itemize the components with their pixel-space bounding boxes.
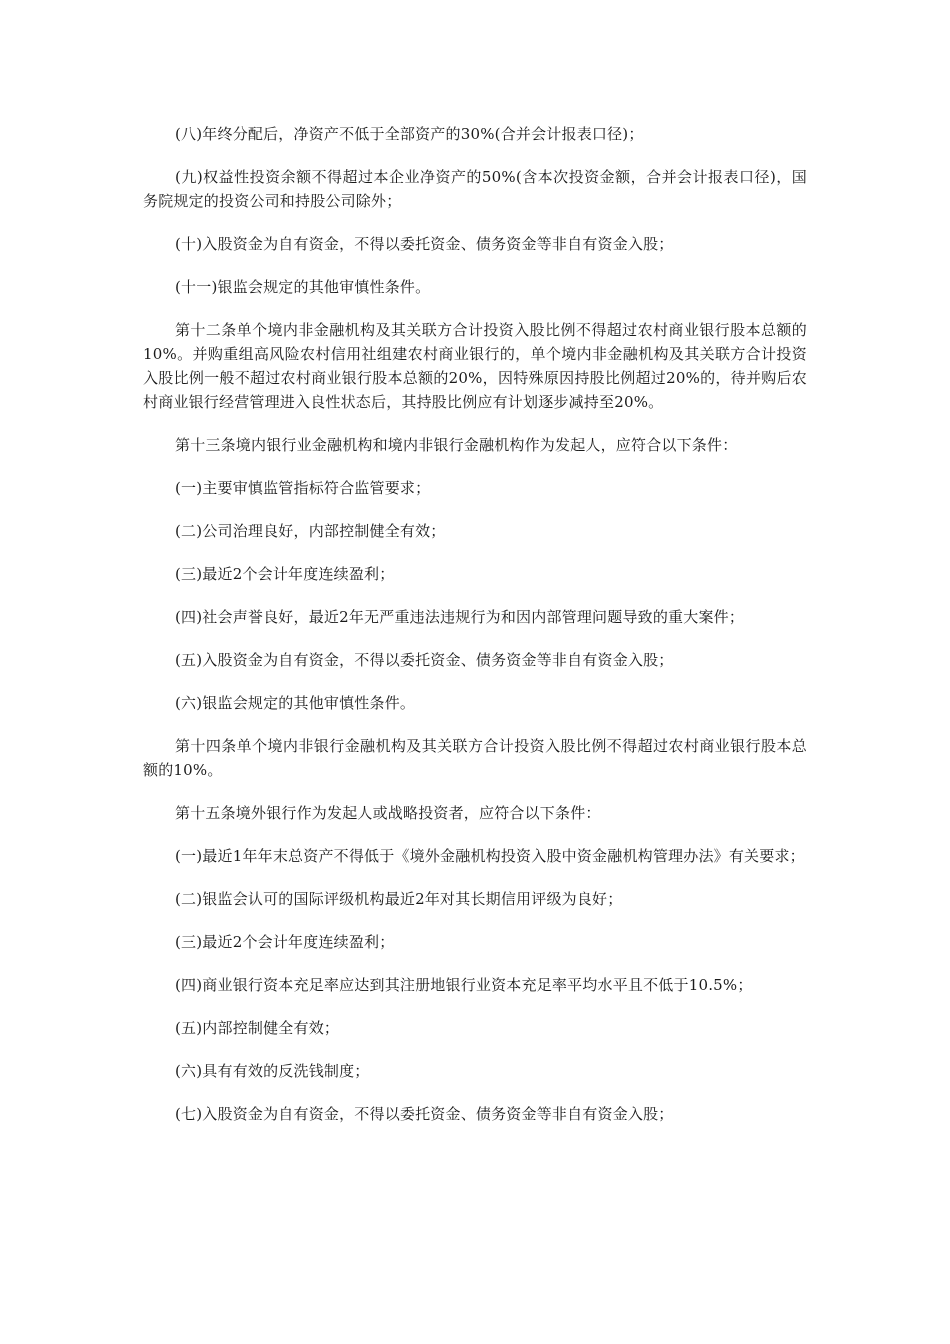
document-body bbox=[143, 122, 807, 1145]
article-13-item-4: (四)社会声誉良好，最近2年无严重违法违规行为和因内部管理问题导致的重大案件； bbox=[175, 608, 745, 626]
article-13-item-2: (二)公司治理良好，内部控制健全有效； bbox=[175, 522, 446, 540]
article-15-item-2: (二)银监会认可的国际评级机构最近2年对其长期信用评级为良好； bbox=[175, 890, 623, 908]
article-15-item-7: (七)入股资金为自有资金，不得以委托资金、债务资金等非自有资金入股； bbox=[175, 1105, 674, 1123]
article-13-item-3: (三)最近2个会计年度连续盈利； bbox=[175, 565, 395, 583]
paragraph-10: (十)入股资金为自有资金，不得以委托资金、债务资金等非自有资金入股； bbox=[175, 235, 674, 253]
article-15-item-3: (三)最近2个会计年度连续盈利； bbox=[175, 933, 395, 951]
article-12: 第十二条单个境内非金融机构及其关联方合计投资入股比例不得超过农村商业银行股本总额的10%。并购重组高风险农村信用社组建农村商业银行的，单个境内非金融机构及其关联方合计投资入股比例一般不超过农村商业银行股本总额的20%，因特殊原因持股比例超过20%的，待并购后农村商业银行经营管理进入良性状态后，其持股比例应有计划逐步减持至20%。 bbox=[143, 321, 807, 411]
article-15-item-1: (一)最近1年年末总资产不得低于《境外金融机构投资入股中资金融机构管理办法》有关要求； bbox=[175, 847, 805, 865]
article-15: 第十五条境外银行作为发起人或战略投资者，应符合以下条件： bbox=[175, 804, 601, 822]
article-13-item-5: (五)入股资金为自有资金，不得以委托资金、债务资金等非自有资金入股； bbox=[175, 651, 674, 669]
article-13-item-6: (六)银监会规定的其他审慎性条件。 bbox=[175, 694, 416, 712]
paragraph-9: (九)权益性投资余额不得超过本企业净资产的50%(含本次投资金额，合并会计报表口径)，国务院规定的投资公司和持股公司除外； bbox=[143, 168, 807, 210]
paragraph-11: (十一)银监会规定的其他审慎性条件。 bbox=[175, 278, 431, 296]
article-14: 第十四条单个境内非银行金融机构及其关联方合计投资入股比例不得超过农村商业银行股本总额的10%。 bbox=[143, 737, 807, 779]
article-13: 第十三条境内银行业金融机构和境内非银行金融机构作为发起人，应符合以下条件： bbox=[175, 436, 738, 454]
article-13-item-1: (一)主要审慎监管指标符合监管要求； bbox=[175, 479, 431, 497]
article-15-item-5: (五)内部控制健全有效； bbox=[175, 1019, 340, 1037]
paragraph-8: (八)年终分配后，净资产不低于全部资产的30%(合并会计报表口径)； bbox=[175, 125, 644, 143]
article-15-item-4: (四)商业银行资本充足率应达到其注册地银行业资本充足率平均水平且不低于10.5%； bbox=[175, 976, 753, 994]
article-15-item-6: (六)具有有效的反洗钱制度； bbox=[175, 1062, 370, 1080]
